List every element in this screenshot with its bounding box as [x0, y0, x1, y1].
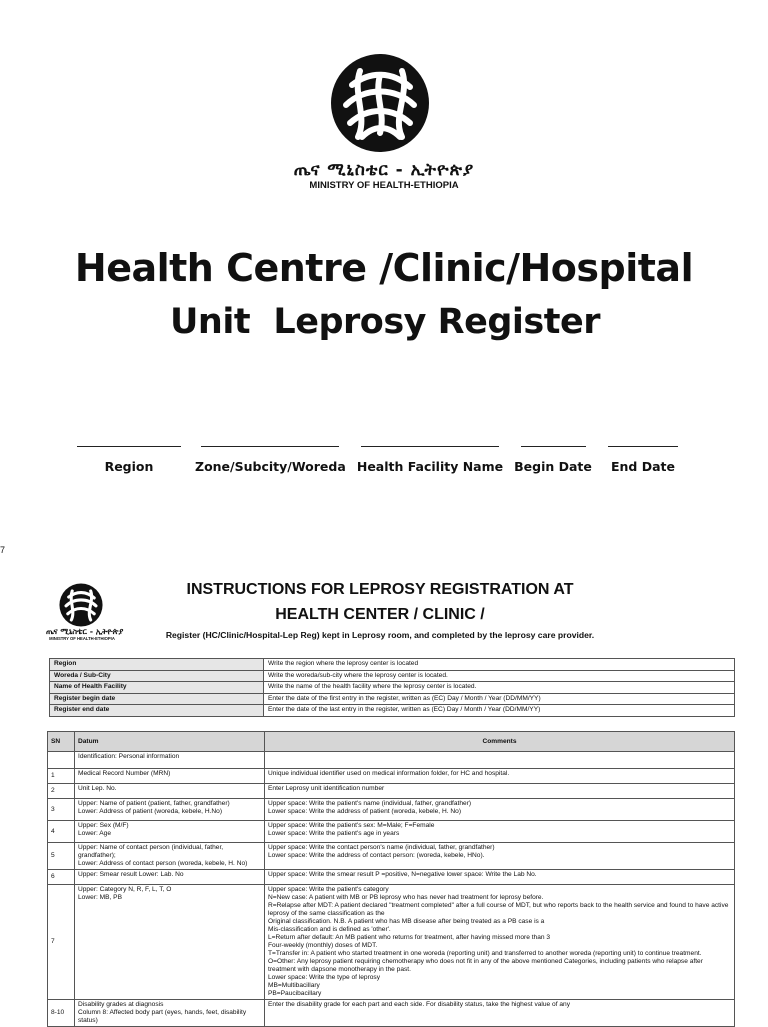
comments-cell: Upper space: Write the patient's category N=New case: A patient with MB or PB leprosy who has never had treatment for leprosy before. R=Relapse after MDT: A patient declared "treatment completed" after a full course of MDT, but who reports back to the health service and found to have active leprosy of the same classification as the Original classification. N.B. A patient who has MB disease after being treated as a PB case is a Mis-classification and is defined as 'other'. L=Return after default: An MB patient who returns for treatment, after having missed more than 3 Four-weekly (monthly) doses of MDT. T=Transfer in: A patient who started treatment in one woreda (reporting unit) and transferred to another woreda (reporting unit) to continue treatment. O=Other: Any leprosy patient requiring chemotherapy who does not fit in any of the above mentioned Categories, including patients who relapse after treatment with dapsone monotherapy in the past. Lower space: Write the type of leprosy MB=Multibacillary PB=Paucibacillary — [265, 885, 735, 1000]
comments-header: Comments — [265, 732, 735, 752]
meta-value: Write the name of the health facility where the leprosy center is located. — [264, 682, 735, 694]
end-date-fill-line — [608, 446, 678, 447]
meta-label: Register end date — [50, 705, 264, 717]
sn-cell: 1 — [48, 769, 75, 784]
table-row — [48, 752, 735, 769]
datum-cell: Upper: Category N, R, F, L, T, O Lower: MB, PB — [75, 885, 265, 1000]
datum-cell: Unit Lep. No. — [75, 784, 265, 799]
meta-row — [50, 670, 735, 682]
meta-label: Name of Health Facility — [50, 682, 264, 694]
datum-header: Datum — [75, 732, 265, 752]
sn-cell: 8-10 — [48, 1000, 75, 1027]
table-row — [48, 843, 735, 870]
datum-instructions-table — [47, 731, 735, 1027]
datum-cell: Upper: Sex (M/F) Lower: Age — [75, 821, 265, 843]
meta-label: Register begin date — [50, 693, 264, 705]
page-mark: 7 — [0, 545, 6, 555]
table-row — [48, 799, 735, 821]
table-row — [48, 885, 735, 1000]
sn-cell — [48, 752, 75, 769]
meta-label: Woreda / Sub-City — [50, 670, 264, 682]
facility-fill-line — [361, 446, 499, 447]
table-row — [48, 769, 735, 784]
woreda-fill-line — [201, 446, 339, 447]
table-row — [48, 784, 735, 799]
small-logo-english: MINISTRY OF HEALTH-ETHIOPIA — [49, 636, 115, 641]
table-row — [48, 870, 735, 885]
region-fill-line — [77, 446, 181, 447]
datum-cell: Upper: Name of patient (patient, father, grandfather) Lower: Address of patient (woreda, kebele, H.No) — [75, 799, 265, 821]
end-date-label: End Date — [610, 459, 675, 474]
sn-cell: 5 — [48, 843, 75, 870]
meta-value: Enter the date of the first entry in the register, written as (EC) Day / Month / Year (DD/MM/YY) — [264, 693, 735, 705]
comments-cell: Upper space: Write the patient's sex: M=Male; F=Female Lower space: Write the patient's age in years — [265, 821, 735, 843]
ministry-logo — [330, 53, 430, 153]
register-meta-table — [49, 658, 735, 717]
ministry-name-english: MINISTRY OF HEALTH-ETHIOPIA — [309, 180, 459, 191]
meta-value: Write the region where the leprosy center is located — [264, 659, 735, 671]
datum-cell: Identification: Personal information — [75, 752, 265, 769]
meta-row — [50, 659, 735, 671]
small-logo-amharic: ጤና ሚኒስቴር - ኢትዮጵያ — [46, 627, 124, 636]
begin-date-fill-line — [521, 446, 586, 447]
comments-cell: Upper space: Write the smear result P =positive, N=negative lower space: Write the Lab No. — [265, 870, 735, 885]
comments-cell: Unique individual identifier used on medical information folder, for HC and hospital. — [265, 769, 735, 784]
meta-row — [50, 682, 735, 694]
datum-cell: Upper: Smear result Lower: Lab. No — [75, 870, 265, 885]
table-header-row — [48, 732, 735, 752]
instructions-title-line2: HEALTH CENTER / CLINIC / — [275, 606, 485, 623]
ministry-logo-small — [59, 583, 103, 627]
instructions-subtitle: Register (HC/Clinic/Hospital-Lep Reg) kept in Leprosy room, and completed by the leprosy care provider. — [165, 630, 595, 640]
comments-cell: Upper space: Write the patient's name (individual, father, grandfather) Lower space: Write the address of patient (woreda, kebele, H. No) — [265, 799, 735, 821]
woreda-label: Zone/Subcity/Woreda — [195, 459, 346, 474]
ministry-name-amharic: ጤና ሚኒስቴር - ኢትዮጵያ — [293, 160, 475, 180]
sn-cell: 6 — [48, 870, 75, 885]
table-row — [48, 821, 735, 843]
sn-header: SN — [48, 732, 75, 752]
comments-cell: Enter the disability grade for each part and each side. For disability status, take the highest value of any — [265, 1000, 735, 1027]
sn-cell: 4 — [48, 821, 75, 843]
sn-cell: 7 — [48, 885, 75, 1000]
sn-cell: 2 — [48, 784, 75, 799]
comments-cell: Enter Leprosy unit identification number — [265, 784, 735, 799]
begin-date-label: Begin Date — [514, 459, 592, 474]
meta-value: Enter the date of the last entry in the register, written as (EC) Day / Month / Year (DD/MM/YY) — [264, 705, 735, 717]
comments-cell: Upper space: Write the contact person's name (individual, father, grandfather) Lower space: Write the address of contact person: (woreda, kebele, HNo). — [265, 843, 735, 870]
datum-cell: Upper: Name of contact person (individual, father, grandfather); Lower: Address of contact person (woreda, kebele, H. No) — [75, 843, 265, 870]
comments-cell — [265, 752, 735, 769]
region-label: Region — [104, 459, 154, 474]
instructions-title-line1: INSTRUCTIONS FOR LEPROSY REGISTRATION AT — [186, 581, 574, 598]
facility-label: Health Facility Name — [356, 459, 504, 474]
datum-cell: Disability grades at diagnosis Column 8: Affected body part (eyes, hands, feet, disability status) — [75, 1000, 265, 1027]
meta-value: Write the woreda/sub-city where the leprosy center is located. — [264, 670, 735, 682]
datum-cell: Medical Record Number (MRN) — [75, 769, 265, 784]
sn-cell: 3 — [48, 799, 75, 821]
register-title-line1: Health Centre /Clinic/Hospital — [74, 246, 694, 290]
register-title-line2: Unit Leprosy Register — [170, 302, 600, 342]
meta-row — [50, 705, 735, 717]
meta-label: Region — [50, 659, 264, 671]
meta-row — [50, 693, 735, 705]
table-row — [48, 1000, 735, 1027]
